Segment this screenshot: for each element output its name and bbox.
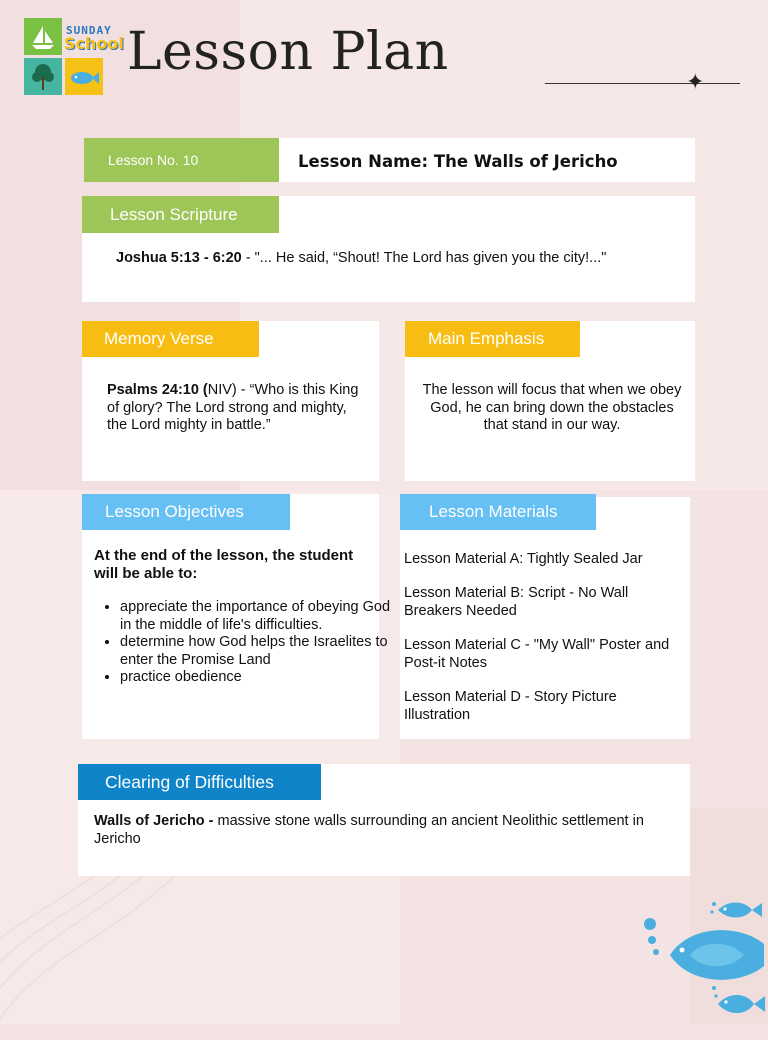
- scripture-text: [116, 250, 676, 268]
- main-emphasis-heading: Main Emphasis: [405, 321, 580, 357]
- fish-icon: [710, 902, 762, 918]
- logo-text-sunday: SUNDAY: [66, 24, 112, 37]
- decorative-line: [545, 83, 740, 84]
- material-item: Lesson Material D - Story Picture Illustration: [404, 689, 617, 723]
- sailboat-icon: [29, 23, 57, 51]
- lesson-name: Lesson Name: The Walls of Jericho: [298, 152, 618, 171]
- memory-verse-version: NIV): [207, 382, 237, 398]
- difficulty-term: Walls of Jericho -: [94, 813, 214, 829]
- main-emphasis-text: The lesson will focus that when we obey God, he can bring down the obstacles that stand in our way.: [422, 382, 682, 433]
- memory-verse-heading: Memory Verse: [82, 321, 259, 357]
- scripture-reference: Joshua 5:13 - 6:20: [116, 250, 242, 266]
- sparkle-star-icon: ✦: [686, 70, 705, 95]
- material-item: Lesson Material B: Script - No Wall Breakers Needed: [404, 585, 629, 619]
- fish-decoration: [640, 892, 768, 1024]
- fish-icon: [644, 918, 764, 980]
- memory-verse-text: [107, 382, 359, 435]
- page-title: Lesson Plan: [127, 22, 449, 82]
- sunday-school-logo: [24, 18, 124, 96]
- material-item: Lesson Material C - "My Wall" Poster and Post-it Notes: [404, 637, 670, 671]
- objective-item: • determine how God helps the Israelites to enter the Promise Land: [120, 634, 400, 669]
- memory-verse-quote: - “Who is this King of glory? The Lord strong and mighty, the Lord mighty in battle.”: [107, 382, 359, 433]
- scripture-heading: Lesson Scripture: [82, 196, 279, 233]
- objectives-list: [94, 599, 400, 687]
- difficulty-definition: massive stone walls surrounding an ancient Neolithic settlement in Jericho: [94, 813, 644, 847]
- tree-icon: [30, 62, 56, 92]
- fish-icon: [712, 986, 765, 1013]
- objectives-intro: At the end of the lesson, the student will be able to:: [94, 547, 354, 582]
- objectives-heading: Lesson Objectives: [82, 494, 290, 530]
- difficulties-text: [94, 813, 654, 848]
- memory-verse-reference: Psalms 24:10 (: [107, 382, 208, 398]
- scripture-quote: - "... He said, “Shout! The Lord has given you the city!...": [241, 250, 607, 266]
- materials-heading: Lesson Materials: [400, 494, 596, 530]
- objective-item: • practice obedience: [120, 669, 400, 687]
- material-item: Lesson Material A: Tightly Sealed Jar: [404, 551, 643, 567]
- difficulties-heading: Clearing of Difficulties: [78, 764, 321, 800]
- logo-text-school: School: [64, 34, 124, 53]
- objective-item: • appreciate the importance of obeying God in the middle of life's difficulties.: [120, 599, 400, 634]
- fish-icon: [68, 66, 100, 90]
- lesson-number: Lesson No. 10: [84, 138, 279, 182]
